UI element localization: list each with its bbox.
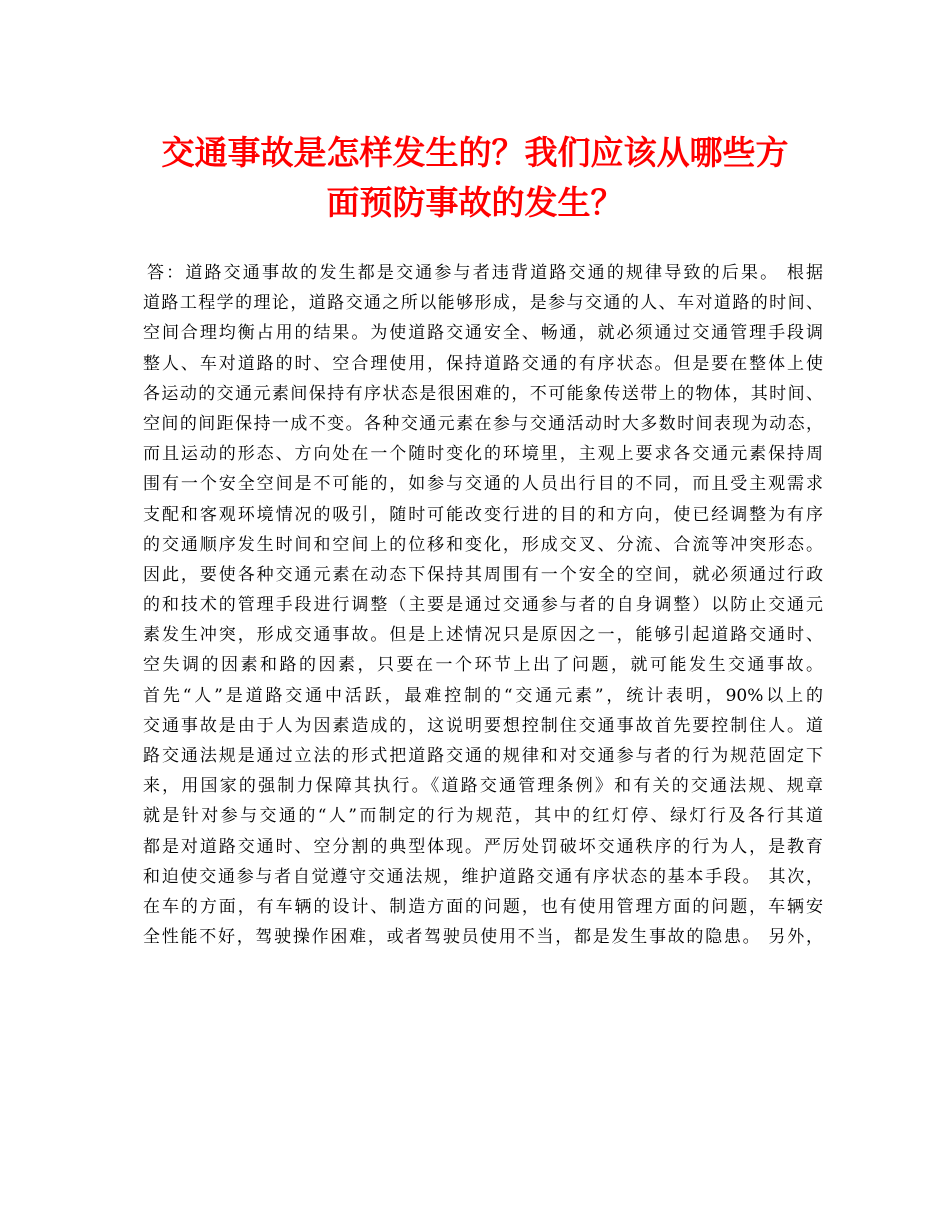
body-line: 交通事故是由于人为因素造成的，这说明要想控制住交通事故首先要控制住人。道 [143, 715, 823, 736]
body-line: 围有一个安全空间是不可能的，如参与交通的人员出行目的不同，而且受主观需求 [143, 474, 823, 495]
body-line: 的交通顺序发生时间和空间上的位移和变化，形成交叉、分流、合流等冲突形态。 [143, 534, 823, 555]
body-line: 的和技术的管理手段进行调整（主要是通过交通参与者的自身调整）以防止交通元 [143, 595, 823, 616]
body-line: 路交通法规是通过立法的形式把道路交通的规律和对交通参与者的行为规范固定下 [143, 746, 823, 766]
body-line: 支配和客观环境情况的吸引，随时可能改变行进的目的和方向，使已经调整为有序 [143, 504, 823, 525]
body-line: 答：道路交通事故的发生都是交通参与者违背道路交通的规律导致的后果。 根据 [147, 263, 823, 283]
body-line: 空间的间距保持一成不变。各种交通元素在参与交通活动时大多数时间表现为动态， [143, 413, 823, 434]
body-line: 在车的方面，有车辆的设计、制造方面的问题，也有使用管理方面的问题，车辆安 [143, 896, 823, 917]
body-line: 空间合理均衡占用的结果。为使道路交通安全、畅通，就必须通过交通管理手段调 [143, 323, 823, 344]
body-paragraph [143, 258, 823, 952]
body-line: 首先“人”是道路交通中活跃，最难控制的“交通元素”，统计表明，90%以上的 [143, 685, 823, 706]
body-line: 都是对道路交通时、空分割的典型体现。严厉处罚破坏交通秩序的行为人，是教育 [143, 836, 823, 857]
body-line: 整人、车对道路的时、空合理使用，保持道路交通的有序状态。但是要在整体上使 [143, 353, 823, 374]
body-line: 而且运动的形态、方向处在一个随时变化的环境里，主观上要求各交通元素保持周 [143, 444, 823, 465]
body-line: 道路工程学的理论，道路交通之所以能够形成，是参与交通的人、车对道路的时间、 [143, 293, 823, 314]
title-line-2: 面预防事故的发生？ [326, 183, 624, 222]
document-title [120, 128, 830, 228]
body-line: 就是针对参与交通的“人”而制定的行为规范，其中的红灯停、绿灯行及各行其道 [143, 806, 823, 827]
body-line: 空失调的因素和路的因素，只要在一个环节上出了问题，就可能发生交通事故。 [143, 655, 823, 676]
body-line: 和迫使交通参与者自觉遵守交通法规，维护道路交通有序状态的基本手段。 其次， [143, 866, 823, 887]
body-line: 因此，要使各种交通元素在动态下保持其周围有一个安全的空间，就必须通过行政 [143, 564, 823, 585]
title-line-1: 交通事故是怎样发生的？我们应该从哪些方 [161, 133, 789, 172]
body-line: 素发生冲突，形成交通事故。但是上述情况只是原因之一，能够引起道路交通时、 [143, 625, 823, 646]
body-line: 全性能不好，驾驶操作困难，或者驾驶员使用不当，都是发生事故的隐患。 另外， [143, 927, 823, 948]
body-line: 各运动的交通元素间保持有序状态是很困难的，不可能象传送带上的物体，其时间、 [143, 383, 823, 404]
body-line: 来，用国家的强制力保障其执行。《道路交通管理条例》和有关的交通法规、规章 [143, 776, 823, 797]
